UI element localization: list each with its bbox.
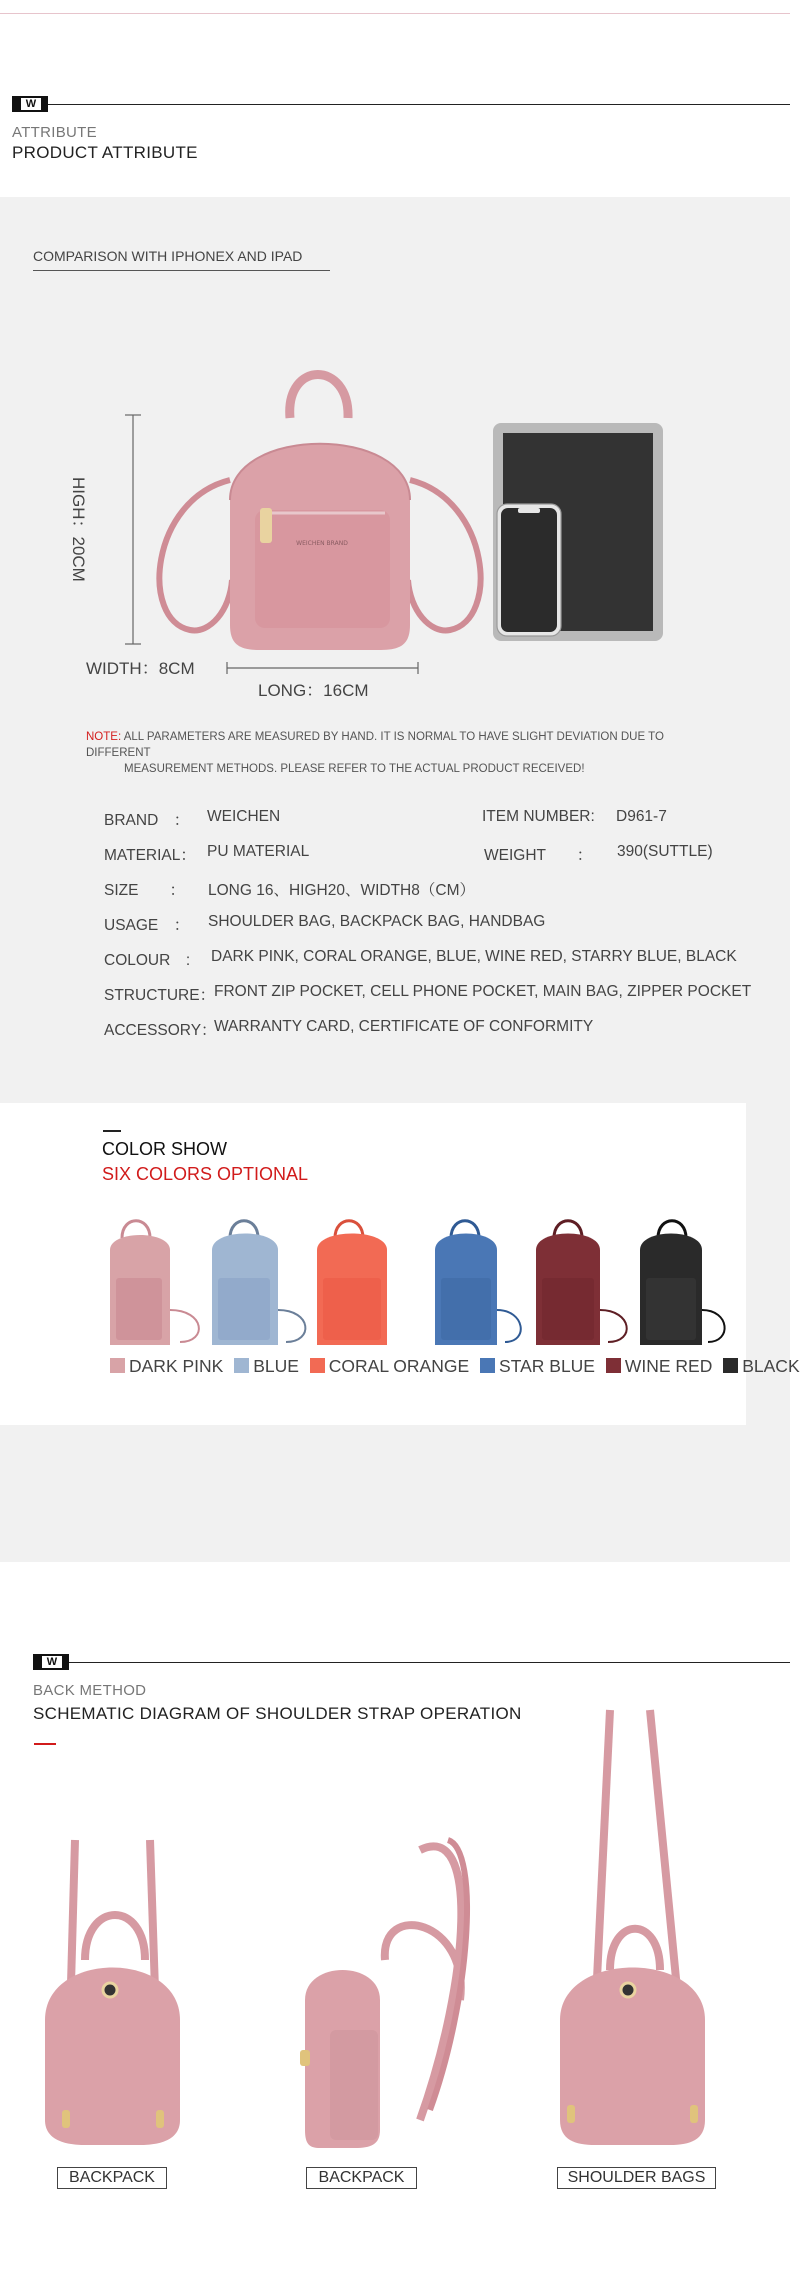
swatch-dark-pink xyxy=(110,1358,125,1373)
back-method-title: SCHEMATIC DIAGRAM OF SHOULDER STRAP OPERATION xyxy=(33,1704,522,1723)
color-legend xyxy=(110,1356,806,1377)
section-subtitle: ATTRIBUTE xyxy=(12,124,97,141)
top-divider xyxy=(0,13,790,14)
bag-star-blue xyxy=(435,1221,521,1345)
swatch-wine-red xyxy=(606,1358,621,1373)
swatch-star-blue xyxy=(480,1358,495,1373)
section-badge: W xyxy=(12,96,48,112)
size-comparison-illustration xyxy=(80,330,680,700)
structure-label: STRUCTURE： xyxy=(104,987,216,1004)
note-line-1: ALL PARAMETERS ARE MEASURED BY HAND. IT IS NORMAL TO HAVE SLIGHT DEVIATION DUE TO DIFFERENT xyxy=(86,731,664,759)
material-label: MATERIAL： xyxy=(104,847,196,864)
swatch-coral-orange xyxy=(310,1358,325,1373)
bag-coral-orange xyxy=(317,1221,387,1345)
structure-value: FRONT ZIP POCKET, CELL PHONE POCKET, MAIN BAG, ZIPPER POCKET xyxy=(214,983,752,1000)
swatch-black xyxy=(723,1358,738,1373)
bag-backpack-side xyxy=(300,1840,467,2148)
comparison-underline xyxy=(33,270,330,271)
item-number-value: D961-7 xyxy=(616,808,667,825)
section-title: PRODUCT ATTRIBUTE xyxy=(12,143,198,162)
color-show-dash xyxy=(103,1130,121,1132)
strap-label-backpack-1: BACKPACK xyxy=(57,2167,167,2189)
item-number-label: ITEM NUMBER: xyxy=(482,808,595,825)
legend-item-wine-red: WINE RED xyxy=(606,1356,713,1376)
legend-item-star-blue: STAR BLUE xyxy=(480,1356,595,1376)
usage-label: USAGE ： xyxy=(104,917,190,934)
note-line-2: MEASUREMENT METHODS. PLEASE REFER TO THE ACTUAL PRODUCT RECEIVED! xyxy=(124,763,585,775)
bag-blue xyxy=(212,1221,305,1345)
usage-value: SHOULDER BAG, BACKPACK BAG, HANDBAG xyxy=(208,913,546,930)
legend-item-coral-orange: CORAL ORANGE xyxy=(310,1356,469,1376)
note-prefix: NOTE: xyxy=(86,731,122,743)
size-value: LONG 16、HIGH20、WIDTH8（CM） xyxy=(208,882,475,899)
width-label: WIDTH：8CM xyxy=(86,659,195,678)
bag-black xyxy=(640,1221,725,1345)
strap-label-backpack-2: BACKPACK xyxy=(306,2167,417,2189)
colour-label: COLOUR : xyxy=(104,952,191,969)
accessory-value: WARRANTY CARD, CERTIFICATE OF CONFORMITY xyxy=(214,1018,594,1035)
weight-value: 390(SUTTLE) xyxy=(617,843,713,860)
legend-item-blue: BLUE xyxy=(234,1356,299,1376)
section-rule xyxy=(48,104,790,105)
accessory-label: ACCESSORY： xyxy=(104,1022,217,1039)
strap-label-shoulder-bags: SHOULDER BAGS xyxy=(557,2167,716,2189)
measurement-note xyxy=(86,729,726,777)
back-method-subtitle: BACK METHOD xyxy=(33,1682,147,1699)
height-label: HIGH：20CM xyxy=(69,477,88,582)
bag-dark-pink xyxy=(110,1221,199,1345)
bag-backpack-back xyxy=(45,1840,180,2145)
brand-value: WEICHEN xyxy=(207,808,281,825)
color-show-subtitle: SIX COLORS OPTIONAL xyxy=(102,1164,309,1184)
strap-diagram xyxy=(0,1700,790,2150)
color-bags-row xyxy=(100,1210,740,1350)
back-method-badge: W xyxy=(33,1654,69,1670)
bag-shoulder xyxy=(560,1710,705,2145)
length-label: LONG：16CM xyxy=(258,681,369,700)
color-show-title: COLOR SHOW xyxy=(102,1139,228,1159)
size-label: SIZE ： xyxy=(104,882,185,899)
comparison-title: COMPARISON WITH IPHONEX AND IPAD xyxy=(33,248,303,264)
legend-item-dark-pink: DARK PINK xyxy=(110,1356,223,1376)
swatch-blue xyxy=(234,1358,249,1373)
weight-label: WEIGHT ： xyxy=(484,847,593,864)
svg-text:WEICHEN BRAND: WEICHEN BRAND xyxy=(296,540,348,547)
legend-item-black: BLACK xyxy=(723,1356,799,1376)
brand-label: BRAND ： xyxy=(104,812,190,829)
back-method-rule xyxy=(69,1662,790,1663)
bag-wine-red xyxy=(536,1221,627,1345)
colour-value: DARK PINK, CORAL ORANGE, BLUE, WINE RED, STARRY BLUE, BLACK xyxy=(211,948,737,965)
material-value: PU MATERIAL xyxy=(207,843,310,860)
